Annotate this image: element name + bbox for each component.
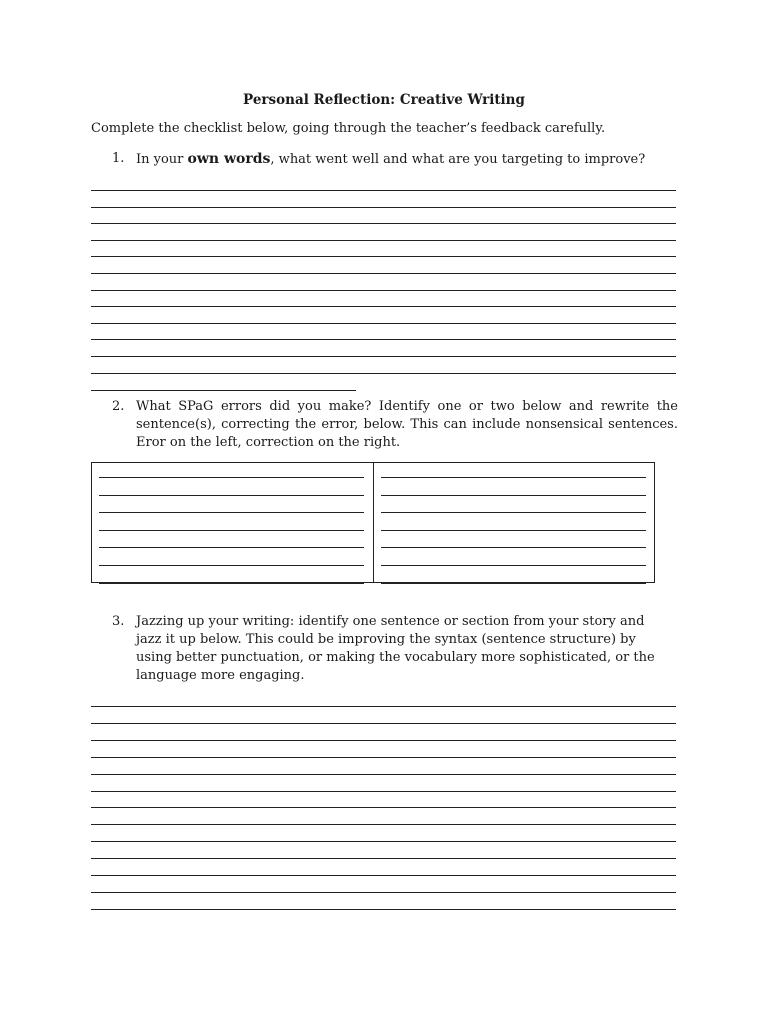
writing-line[interactable]: [91, 909, 676, 910]
writing-line[interactable]: [381, 530, 646, 531]
writing-line[interactable]: [91, 223, 676, 224]
writing-line[interactable]: [99, 477, 364, 478]
writing-line[interactable]: [91, 240, 676, 241]
writing-line[interactable]: [91, 706, 676, 707]
error-correction-table: [91, 462, 655, 583]
question-text: What SPaG errors did you make? Identify one or two below and rewrite the sentence(s), correcting the error, below. This can include nonsensical sentences. Eror on the left, correction on the right.: [136, 399, 678, 450]
writing-line[interactable]: [91, 356, 676, 357]
writing-line[interactable]: [99, 512, 364, 513]
question-number: 2.: [112, 399, 125, 414]
writing-line[interactable]: [91, 256, 676, 257]
writing-line[interactable]: [381, 565, 646, 566]
writing-line[interactable]: [91, 824, 676, 825]
page-title: Personal Reflection: Creative Writing: [243, 92, 525, 108]
writing-line[interactable]: [381, 512, 646, 513]
writing-line[interactable]: [91, 807, 676, 808]
writing-line[interactable]: [91, 841, 676, 842]
writing-line[interactable]: [91, 190, 676, 191]
writing-line[interactable]: [91, 875, 676, 876]
writing-line[interactable]: [91, 892, 676, 893]
question-number: 1.: [112, 151, 125, 166]
table-divider: [373, 463, 374, 582]
instructions: Complete the checklist below, going through the teacher’s feedback carefully.: [91, 121, 606, 136]
writing-line[interactable]: [91, 858, 676, 859]
writing-line[interactable]: [99, 565, 364, 566]
question-3: [112, 613, 672, 687]
writing-line[interactable]: [99, 495, 364, 496]
writing-line[interactable]: [99, 583, 364, 584]
question-number: 3.: [112, 614, 125, 629]
writing-line[interactable]: [91, 740, 676, 741]
writing-line[interactable]: [91, 373, 676, 374]
writing-line[interactable]: [91, 723, 676, 724]
writing-line[interactable]: [381, 477, 646, 478]
writing-line[interactable]: [381, 495, 646, 496]
writing-line[interactable]: [91, 290, 676, 291]
writing-line[interactable]: [91, 207, 676, 208]
question-1: [112, 150, 682, 170]
writing-line[interactable]: [91, 774, 676, 775]
writing-line[interactable]: [91, 339, 676, 340]
writing-line[interactable]: [381, 547, 646, 548]
question-text: In your own words, what went well and what are you targeting to improve?: [136, 151, 646, 167]
question-2: [112, 398, 680, 454]
writing-line[interactable]: [99, 530, 364, 531]
writing-line[interactable]: [99, 547, 364, 548]
writing-line[interactable]: [381, 583, 646, 584]
writing-line[interactable]: [91, 306, 676, 307]
question-text: Jazzing up your writing: identify one sentence or section from your story and jazz it up below. This could be improving the syntax (sentence structure) by using better punctuation, or making the vocabulary more sophisticated, or the language more engaging.: [136, 614, 655, 683]
writing-line[interactable]: [91, 757, 676, 758]
writing-line[interactable]: [91, 791, 676, 792]
emphasis-text: own words: [187, 151, 271, 167]
writing-line[interactable]: [91, 323, 676, 324]
writing-line[interactable]: [91, 273, 676, 274]
writing-line[interactable]: [91, 390, 356, 391]
